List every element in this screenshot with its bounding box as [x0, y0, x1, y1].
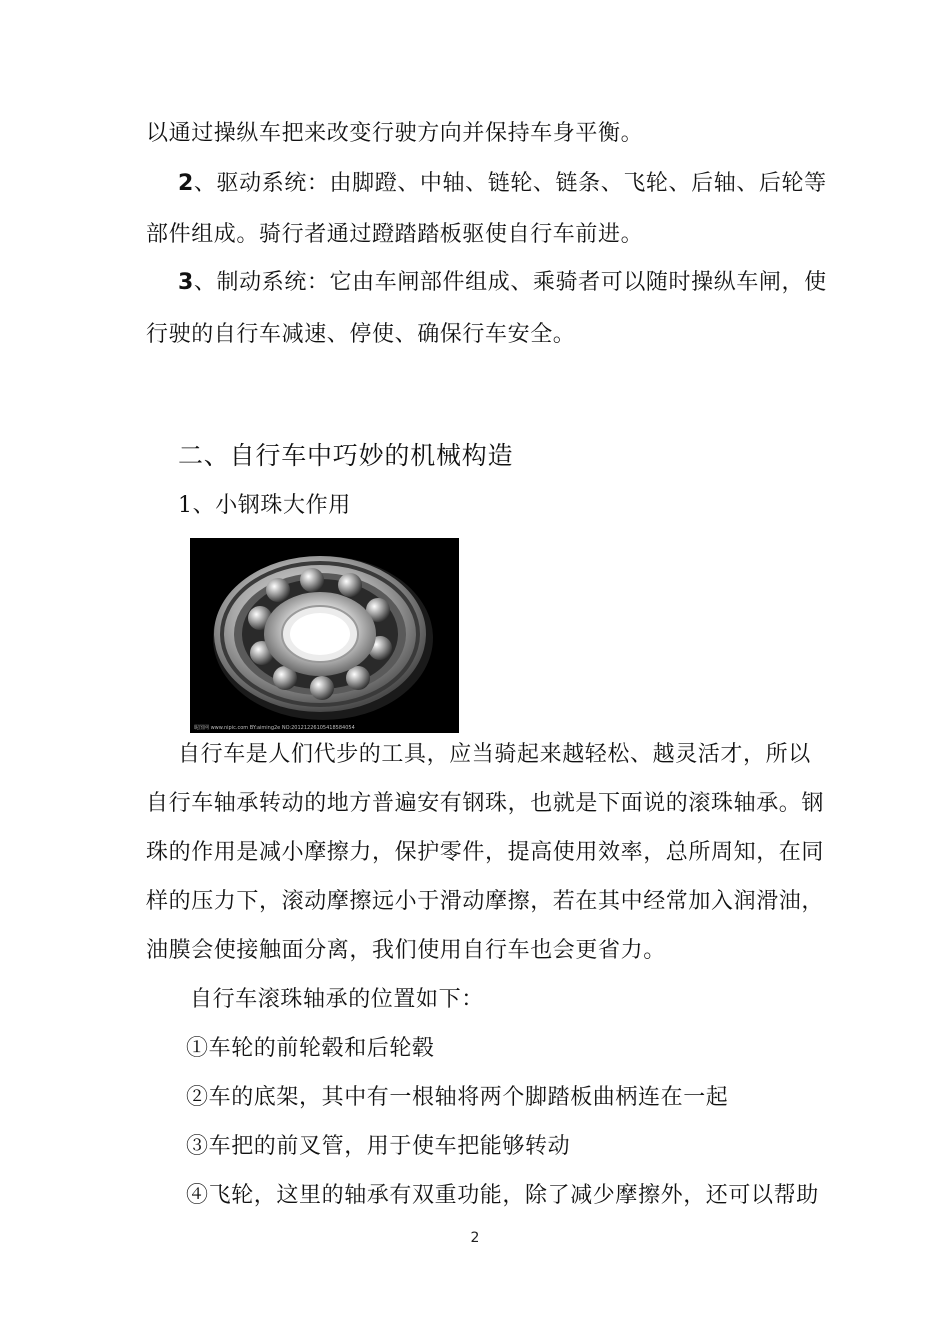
steel-ball: [338, 573, 362, 597]
paragraph-line: 以通过操纵车把来改变行驶方向并保持车身平衡。: [146, 121, 644, 146]
body-line: 油膜会使接触面分离，我们使用自行车也会更省力。: [146, 938, 666, 963]
paragraph-text: 、制动系统：它由车闸部件组成、乘骑者可以随时操纵车闸，使: [193, 270, 827, 295]
steel-ball: [266, 578, 290, 602]
list-item: ③车把的前叉管，用于使车把能够转动: [186, 1134, 571, 1159]
paragraph-line: [178, 268, 827, 298]
body-line: 自行车轴承转动的地方普遍安有钢珠，也就是下面说的滚珠轴承。钢: [146, 791, 825, 816]
ball-bearing-photo: [190, 538, 459, 733]
paragraph-line: 部件组成。骑行者通过蹬踏踏板驱使自行车前进。: [146, 222, 644, 247]
body-line: 珠的作用是减小摩擦力，保护零件，提高使用效率，总所周知，在同: [146, 840, 825, 865]
paragraph-line: [178, 169, 827, 199]
subsection-heading: 1、小钢珠大作用: [178, 493, 351, 518]
list-item: ①车轮的前轮毂和后轮毂: [186, 1036, 435, 1061]
list-number: 3: [178, 270, 194, 295]
list-intro: 自行车滚珠轴承的位置如下：: [190, 987, 484, 1012]
image-watermark: 昵图网 www.nipic.com BY:aiming2e NO:20121226105418584054: [194, 725, 355, 731]
section-heading: 二、自行车中巧妙的机械构造: [178, 441, 514, 470]
paragraph-text: 、驱动系统：由脚蹬、中轴、链轮、链条、飞轮、后轴、后轮等: [193, 171, 827, 196]
body-line: 自行车是人们代步的工具，应当骑起来越轻松、越灵活才，所以: [178, 742, 811, 767]
steel-ball: [300, 568, 324, 592]
page-number: 2: [470, 1230, 480, 1246]
steel-ball: [310, 676, 334, 700]
list-number: 2: [178, 171, 194, 196]
list-item: ②车的底架，其中有一根轴将两个脚踏板曲柄连在一起: [186, 1085, 729, 1110]
bearing-illustration: [190, 538, 459, 733]
paragraph-line: 行驶的自行车减速、停使、确保行车安全。: [146, 322, 576, 347]
body-line: 样的压力下，滚动摩擦远小于滑动摩擦，若在其中经常加入润滑油，: [146, 889, 825, 914]
list-item: ④飞轮，这里的轴承有双重功能，除了减少摩擦外，还可以帮助: [186, 1183, 819, 1208]
